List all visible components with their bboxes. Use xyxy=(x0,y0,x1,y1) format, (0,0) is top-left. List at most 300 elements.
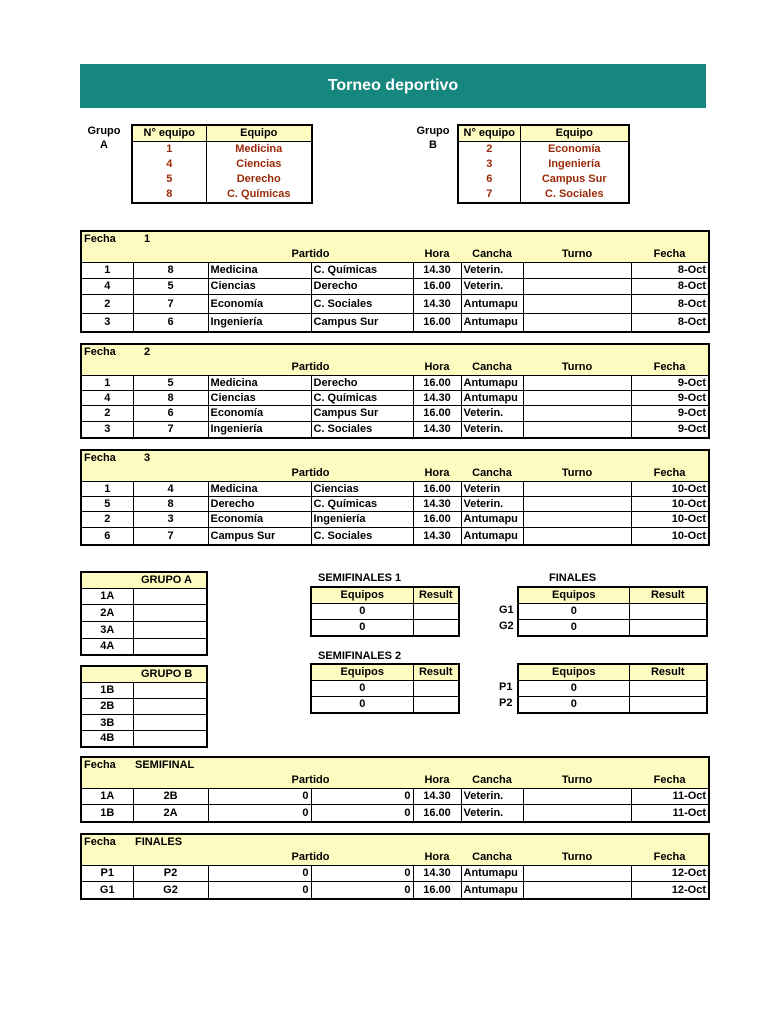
hora-header: Hora xyxy=(424,851,450,863)
away-team: 0 xyxy=(311,866,413,882)
bracket-team: 0 xyxy=(518,697,629,714)
cancha: Antumapu xyxy=(461,314,523,333)
away-team: C. Químicas xyxy=(311,497,413,512)
bracket-slot-label: P1 xyxy=(499,681,513,693)
standing-row xyxy=(81,715,207,731)
home-team: Economía xyxy=(208,512,311,528)
away-seed: 6 xyxy=(133,406,208,422)
fecha-number: 3 xyxy=(144,452,151,464)
match-row xyxy=(81,376,709,391)
bracket-result xyxy=(413,604,459,620)
schedule-table xyxy=(80,449,710,546)
turno xyxy=(523,805,631,823)
hora: 14.30 xyxy=(413,789,461,805)
turno-header: Turno xyxy=(561,467,593,479)
turno-header: Turno xyxy=(561,361,593,373)
cancha: Antumapu xyxy=(461,376,523,391)
team-name: Medicina xyxy=(235,143,283,155)
partido-header: Partido xyxy=(291,851,330,863)
match-row xyxy=(81,805,709,823)
bracket-row xyxy=(311,681,459,697)
turno xyxy=(523,279,631,295)
turno xyxy=(523,263,631,279)
turno xyxy=(523,391,631,406)
bracket-table xyxy=(517,586,708,637)
result-header: Result xyxy=(629,587,707,604)
fecha-number: 2 xyxy=(144,346,151,358)
home-seed: 2 xyxy=(81,406,133,422)
hora: 14.30 xyxy=(413,497,461,512)
cancha: Veterin. xyxy=(461,789,523,805)
group-a-label: Grupo xyxy=(87,125,121,137)
standing-team xyxy=(133,699,207,715)
col-team: Equipo xyxy=(520,125,629,142)
fecha: 9-Oct xyxy=(631,391,709,406)
fecha-label: Fecha xyxy=(84,346,116,358)
team-number: 2 xyxy=(458,142,520,158)
spacer xyxy=(81,247,133,263)
team-name: C. Sociales xyxy=(544,188,604,200)
fecha-label: Fecha xyxy=(84,836,116,848)
home-team: Ingeniería xyxy=(208,422,311,439)
hora: 16.00 xyxy=(413,279,461,295)
team-number: 6 xyxy=(458,172,520,187)
away-team: Derecho xyxy=(311,279,413,295)
hora: 14.30 xyxy=(413,528,461,546)
spacer xyxy=(81,360,133,376)
turno xyxy=(523,482,631,497)
hora: 14.30 xyxy=(413,422,461,439)
hora: 16.00 xyxy=(413,805,461,823)
cancha: Veterin. xyxy=(461,263,523,279)
semi1-title: SEMIFINALES 1 xyxy=(318,572,402,584)
away-seed: 7 xyxy=(133,422,208,439)
away-team: 0 xyxy=(311,805,413,823)
fecha: 9-Oct xyxy=(631,422,709,439)
bracket-row xyxy=(518,620,707,637)
standing-row xyxy=(81,622,207,639)
cancha-header: Cancha xyxy=(472,467,512,479)
away-seed: 2A xyxy=(133,805,208,823)
fecha-number: SEMIFINAL xyxy=(135,759,195,771)
standings-a xyxy=(80,571,208,656)
bracket-slot-label: G2 xyxy=(499,620,514,632)
fecha-label: Fecha xyxy=(84,759,116,771)
cancha: Antumapu xyxy=(461,391,523,406)
team-number: 8 xyxy=(132,187,206,203)
standing-team xyxy=(133,589,207,605)
hora: 16.00 xyxy=(413,882,461,900)
schedule-table xyxy=(80,833,710,900)
fecha: 12-Oct xyxy=(631,866,709,882)
bracket-row xyxy=(311,604,459,620)
spacer xyxy=(133,850,208,866)
home-team: Ciencias xyxy=(208,279,311,295)
home-team: Ingeniería xyxy=(208,314,311,333)
fecha-header: Fecha xyxy=(653,851,686,863)
spacer xyxy=(133,773,208,789)
away-seed: 6 xyxy=(133,314,208,333)
home-team: Economía xyxy=(208,295,311,314)
match-row xyxy=(81,528,709,546)
hora: 14.30 xyxy=(413,866,461,882)
result-header: Result xyxy=(413,587,459,604)
turno-header: Turno xyxy=(561,851,593,863)
bracket-row xyxy=(311,697,459,714)
bracket-team: 0 xyxy=(311,681,413,697)
cancha: Antumapu xyxy=(461,528,523,546)
match-row xyxy=(81,279,709,295)
fecha-header: Fecha xyxy=(653,774,686,786)
result-header: Result xyxy=(629,664,707,681)
standing-row xyxy=(81,699,207,715)
home-team: 0 xyxy=(208,866,311,882)
cancha: Veterin. xyxy=(461,406,523,422)
bracket-table xyxy=(310,586,460,637)
away-team: Ingeniería xyxy=(311,512,413,528)
home-seed: 6 xyxy=(81,528,133,546)
team-number: 4 xyxy=(132,157,206,172)
away-seed: P2 xyxy=(133,866,208,882)
team-number: 1 xyxy=(132,142,206,158)
home-seed: 1A xyxy=(81,789,133,805)
home-seed: 1 xyxy=(81,482,133,497)
standing-team xyxy=(133,715,207,731)
home-seed: P1 xyxy=(81,866,133,882)
away-team: Ciencias xyxy=(311,482,413,497)
standing-row xyxy=(81,589,207,605)
home-team: 0 xyxy=(208,789,311,805)
group-b-letter: B xyxy=(429,139,437,151)
seed-label: 3B xyxy=(81,715,133,731)
turno xyxy=(523,295,631,314)
away-seed: 5 xyxy=(133,279,208,295)
fecha-label: Fecha xyxy=(84,233,116,245)
team-name: Economía xyxy=(547,143,601,155)
away-seed: 8 xyxy=(133,497,208,512)
standing-team xyxy=(133,622,207,639)
standing-row xyxy=(81,639,207,656)
home-seed: 4 xyxy=(81,279,133,295)
cancha: Veterin. xyxy=(461,422,523,439)
group-row xyxy=(132,142,312,158)
turno-header: Turno xyxy=(561,774,593,786)
home-team: Derecho xyxy=(208,497,311,512)
partido-header: Partido xyxy=(291,774,330,786)
turno xyxy=(523,314,631,333)
bracket-row xyxy=(518,681,707,697)
cancha: Veterin. xyxy=(461,497,523,512)
match-row xyxy=(81,882,709,900)
group-a-letter: A xyxy=(100,139,108,151)
fecha: 10-Oct xyxy=(631,528,709,546)
bracket-result xyxy=(629,604,707,620)
schedule-table xyxy=(80,230,710,333)
semi2-title: SEMIFINALES 2 xyxy=(318,650,402,662)
group-row xyxy=(132,187,312,203)
away-team: Campus Sur xyxy=(311,314,413,333)
fecha: 8-Oct xyxy=(631,279,709,295)
schedule-table xyxy=(80,756,710,823)
away-seed: 5 xyxy=(133,376,208,391)
away-seed: 8 xyxy=(133,391,208,406)
fecha-number: FINALES xyxy=(135,836,183,848)
turno xyxy=(523,406,631,422)
bracket-result xyxy=(629,697,707,714)
hora: 16.00 xyxy=(413,482,461,497)
group-a-header xyxy=(132,125,312,142)
spacer xyxy=(133,360,208,376)
cancha: Veterin xyxy=(461,482,523,497)
home-team: 0 xyxy=(208,882,311,900)
group-row xyxy=(132,157,312,172)
bracket-row xyxy=(311,620,459,637)
fecha: 9-Oct xyxy=(631,406,709,422)
match-row xyxy=(81,789,709,805)
cancha: Antumapu xyxy=(461,882,523,900)
home-team: Medicina xyxy=(208,263,311,279)
away-team: C. Sociales xyxy=(311,528,413,546)
spacer xyxy=(81,773,133,789)
home-seed: 4 xyxy=(81,391,133,406)
fecha: 12-Oct xyxy=(631,882,709,900)
cancha: Veterin. xyxy=(461,279,523,295)
standing-row xyxy=(81,605,207,622)
hora-header: Hora xyxy=(424,774,450,786)
home-team: Medicina xyxy=(208,376,311,391)
seed-label: 4A xyxy=(81,639,133,656)
turno xyxy=(523,528,631,546)
group-row xyxy=(458,172,629,187)
group-b-table xyxy=(457,124,630,204)
standings-a-title: GRUPO A xyxy=(141,574,192,586)
hora: 16.00 xyxy=(413,406,461,422)
bracket-slot-label: P2 xyxy=(499,697,513,709)
team-name: C. Químicas xyxy=(226,188,291,200)
fecha: 10-Oct xyxy=(631,482,709,497)
away-seed: 4 xyxy=(133,482,208,497)
seed-label: 3A xyxy=(81,622,133,639)
turno xyxy=(523,789,631,805)
fecha: 8-Oct xyxy=(631,314,709,333)
hora: 14.30 xyxy=(413,295,461,314)
match-row xyxy=(81,391,709,406)
group-b-header xyxy=(458,125,629,142)
schedule-table xyxy=(80,343,710,439)
match-row xyxy=(81,482,709,497)
team-name: Ciencias xyxy=(236,158,282,170)
bracket-result xyxy=(413,697,459,714)
home-seed: 1B xyxy=(81,805,133,823)
team-name: Ingeniería xyxy=(548,158,601,170)
fecha: 8-Oct xyxy=(631,263,709,279)
standing-team xyxy=(133,683,207,699)
fecha: 9-Oct xyxy=(631,376,709,391)
bracket-result xyxy=(629,681,707,697)
team-name: Campus Sur xyxy=(541,173,607,185)
col-team: Equipo xyxy=(206,125,312,142)
match-row xyxy=(81,866,709,882)
group-row xyxy=(132,172,312,187)
equipos-header: Equipos xyxy=(311,587,413,604)
turno xyxy=(523,512,631,528)
fecha-header: Fecha xyxy=(653,361,686,373)
spacer xyxy=(81,466,133,482)
equipos-header: Equipos xyxy=(311,664,413,681)
bracket-team: 0 xyxy=(311,697,413,714)
home-seed: 3 xyxy=(81,314,133,333)
spacer xyxy=(133,247,208,263)
group-row xyxy=(458,187,629,203)
group-a-table xyxy=(131,124,313,204)
bracket-result xyxy=(413,620,459,637)
spacer xyxy=(133,466,208,482)
seed-label: 2A xyxy=(81,605,133,622)
seed-label: 2B xyxy=(81,699,133,715)
fecha: 10-Oct xyxy=(631,512,709,528)
team-number: 5 xyxy=(132,172,206,187)
col-num: N° equipo xyxy=(458,125,520,142)
home-seed: 1 xyxy=(81,263,133,279)
fecha: 11-Oct xyxy=(631,805,709,823)
away-team: Derecho xyxy=(311,376,413,391)
cancha: Antumapu xyxy=(461,295,523,314)
partido-header: Partido xyxy=(291,248,330,260)
seed-label: 1B xyxy=(81,683,133,699)
turno xyxy=(523,882,631,900)
bracket-row xyxy=(518,697,707,714)
match-row xyxy=(81,497,709,512)
partido-header: Partido xyxy=(291,361,330,373)
bracket-team: 0 xyxy=(518,604,629,620)
away-team: C. Sociales xyxy=(311,422,413,439)
turno xyxy=(523,866,631,882)
home-seed: G1 xyxy=(81,882,133,900)
home-seed: 1 xyxy=(81,376,133,391)
partido-header: Partido xyxy=(291,467,330,479)
home-team: Economía xyxy=(208,406,311,422)
fecha-header: Fecha xyxy=(653,248,686,260)
col-num: N° equipo xyxy=(132,125,206,142)
away-seed: 8 xyxy=(133,263,208,279)
cancha: Veterin. xyxy=(461,805,523,823)
cancha: Antumapu xyxy=(461,512,523,528)
away-team: C. Sociales xyxy=(311,295,413,314)
home-team: 0 xyxy=(208,805,311,823)
cancha-header: Cancha xyxy=(472,851,512,863)
cancha-header: Cancha xyxy=(472,248,512,260)
home-team: Medicina xyxy=(208,482,311,497)
bracket-team: 0 xyxy=(311,604,413,620)
hora-header: Hora xyxy=(424,361,450,373)
standings-b xyxy=(80,665,208,748)
standing-team xyxy=(133,639,207,656)
away-seed: 3 xyxy=(133,512,208,528)
away-seed: G2 xyxy=(133,882,208,900)
match-row xyxy=(81,295,709,314)
fecha-number: 1 xyxy=(144,233,151,245)
standing-team xyxy=(133,605,207,622)
turno xyxy=(523,376,631,391)
match-row xyxy=(81,314,709,333)
hora: 16.00 xyxy=(413,512,461,528)
fecha: 8-Oct xyxy=(631,295,709,314)
cancha-header: Cancha xyxy=(472,361,512,373)
hora: 14.30 xyxy=(413,391,461,406)
match-row xyxy=(81,422,709,439)
bracket-result xyxy=(413,681,459,697)
team-name: Derecho xyxy=(236,173,281,185)
result-header: Result xyxy=(413,664,459,681)
away-seed: 2B xyxy=(133,789,208,805)
team-number: 3 xyxy=(458,157,520,172)
group-row xyxy=(458,157,629,172)
away-seed: 7 xyxy=(133,295,208,314)
team-number: 7 xyxy=(458,187,520,203)
home-seed: 5 xyxy=(81,497,133,512)
home-seed: 2 xyxy=(81,512,133,528)
bracket-result xyxy=(629,620,707,637)
bracket-team: 0 xyxy=(518,620,629,637)
fecha: 10-Oct xyxy=(631,497,709,512)
hora: 16.00 xyxy=(413,314,461,333)
equipos-header: Equipos xyxy=(518,664,629,681)
fecha-label: Fecha xyxy=(84,452,116,464)
turno xyxy=(523,497,631,512)
group-row xyxy=(458,142,629,158)
seed-label: 4B xyxy=(81,731,133,748)
match-row xyxy=(81,406,709,422)
away-seed: 7 xyxy=(133,528,208,546)
standings-b-title: GRUPO B xyxy=(141,668,193,680)
cancha: Antumapu xyxy=(461,866,523,882)
spacer xyxy=(81,850,133,866)
seed-label: 1A xyxy=(81,589,133,605)
bracket-table xyxy=(310,663,460,714)
bracket-slot-label: G1 xyxy=(499,604,514,616)
hora: 14.30 xyxy=(413,263,461,279)
fecha-header: Fecha xyxy=(653,467,686,479)
fecha: 11-Oct xyxy=(631,789,709,805)
page-title: Torneo deportivo xyxy=(80,64,706,108)
bracket-team: 0 xyxy=(311,620,413,637)
hora-header: Hora xyxy=(424,467,450,479)
standing-row xyxy=(81,683,207,699)
group-b-label: Grupo xyxy=(416,125,450,137)
cancha-header: Cancha xyxy=(472,774,512,786)
home-team: Campus Sur xyxy=(208,528,311,546)
home-seed: 2 xyxy=(81,295,133,314)
home-team: Ciencias xyxy=(208,391,311,406)
bracket-team: 0 xyxy=(518,681,629,697)
match-row xyxy=(81,512,709,528)
standing-team xyxy=(133,731,207,748)
away-team: C. Químicas xyxy=(311,391,413,406)
equipos-header: Equipos xyxy=(518,587,629,604)
bracket-row xyxy=(518,604,707,620)
hora-header: Hora xyxy=(424,248,450,260)
away-team: C. Químicas xyxy=(311,263,413,279)
hora: 16.00 xyxy=(413,376,461,391)
away-team: 0 xyxy=(311,789,413,805)
match-row xyxy=(81,263,709,279)
bracket-table xyxy=(517,663,708,714)
standing-row xyxy=(81,731,207,748)
away-team: 0 xyxy=(311,882,413,900)
turno-header: Turno xyxy=(561,248,593,260)
finales-title: FINALES xyxy=(549,572,597,584)
home-seed: 3 xyxy=(81,422,133,439)
